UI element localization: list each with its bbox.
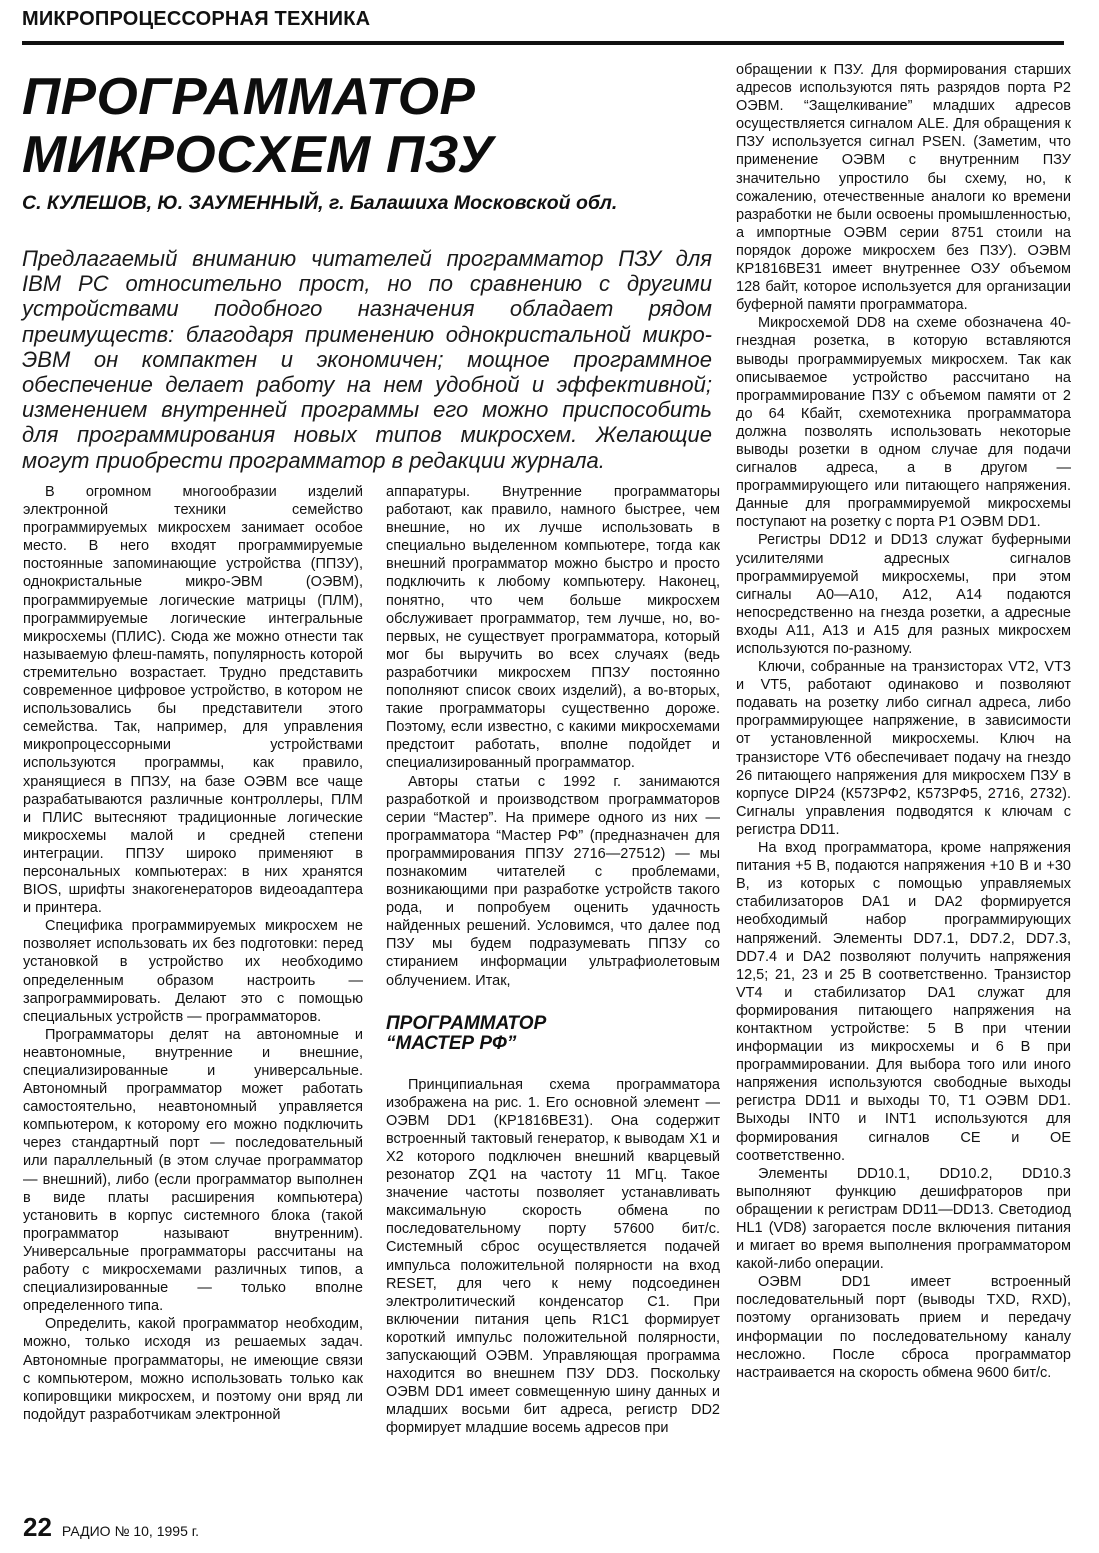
body-paragraph: обращении к ПЗУ. Для формирования старших адресов используются пять разрядов порта P2 ОЭВМ. “Защелкивание” младших адресов осуществляется сигналом ALE. Для обращения к ПЗУ используется сигнал PSEN. (Заметим, что применение ОЭВМ с внутренним ПЗУ значительно упростило бы схему, но, к сожалению, отечественные аналоги ко времени разработки не были освоены промышленностью, а импортные ОЭВМ серии 8751 стоили на порядок дороже микросхем без ПЗУ). ОЭВМ КР1816ВЕ31 имеет внутреннее ОЗУ объемом 128 байт, которое используется для организации буферной памяти программатора. bbox=[736, 62, 1071, 314]
body-paragraph: Программаторы делят на автономные и неавтономные, внутренние и внешние, специализированные и универсальные. Автономный программатор может работать самостоятельно, неавтономный управляется компьютером, к которому его можно подключить через стандартный порт — последовательный или параллельный (в этом случае программатор — внешний), либо (если программатор выполнен в виде платы расширения компьютера) установить в корпус системного блока (такой программатор называют внутренним). Универсальные программаторы рассчитаны на работу с микросхемами различных типов, а специализированные — только вполне определенного типа. bbox=[23, 1026, 363, 1315]
lead-paragraph: Предлагаемый вниманию читателей программатор ПЗУ для IBM PC относительно прост, но по сравнению с другими устройствами подобного назначения обладает рядом преимуществ: благодаря применению однокристальной микро-ЭВМ он компактен и экономичен; мощное программное обеспечение делает работу на нем удобной и эффективной; изменением внутренней программы его можно приспособить для программирования новых типов микросхем. Желающие могут приобрести программатор в редакции журнала. bbox=[22, 246, 712, 473]
title-line-2: МИКРОСХЕМ ПЗУ bbox=[22, 126, 494, 184]
body-paragraph: Регистры DD12 и DD13 служат буферными усилителями адресных сигналов программируемой микросхемы, при этом сигналы A0—A10, A12, A14 подаются непосредственно на гнезда розетки, а адресные входы A11, A13 и A15 для разных микросхем используются по-разному. bbox=[736, 532, 1071, 657]
body-paragraph: На вход программатора, кроме напряжения питания +5 В, подаются напряжения +10 В и +30 В, из которых с помощью управляемых стабилизаторов DA1 и DA2 формируется необходимый набор программирующих напряжений. Элементы DD7.1, DD7.2, DD7.3, DD7.4 и DA2 позволяют получить напряжения 12,5; 21, 23 и 25 В соответственно. Транзистор VT4 и стабилизатор DA1 служат для формирования питающего напряжения на контактном устройстве: 5 В при чтении информации из микросхемы и 6 В при программировании. Для выбора того или иного напряжения используются свободные выходы регистра DD11 и выходы T0, T1 ОЭВМ DD1. Выходы INT0 и INT1 используются для формирования сигналов CE и OE соответственно. bbox=[736, 840, 1071, 1164]
section-heading: МИКРОПРОЦЕССОРНАЯ ТЕХНИКА bbox=[22, 8, 371, 30]
body-paragraph: Микросхемой DD8 на схеме обозначена 40-гнездная розетка, в которую вставляются выводы программируемых микросхем. Так как описываемое устройство рассчитано на программирование ПЗУ с объемом памяти от 2 до 64 Кбайт, схемотехника программатора должна позволять использовать некоторые выводы розетки в одном случае для подачи сигналов адреса, а в другом — программирующего или питающего напряжения. Данные для программируемой микросхемы поступают на розетку с порта P1 ОЭВМ DD1. bbox=[736, 315, 1071, 531]
column-right bbox=[736, 61, 1071, 1382]
body-paragraph: Определить, какой программатор необходим, можно, только исходя из решаемых задач. Автономные программаторы, не имеющие связи с компьютером, можно использовать только как копировщики микросхем, и поэтому они вряд ли подойдут разработчикам электронной bbox=[23, 1316, 363, 1423]
body-paragraph: Ключи, собранные на транзисторах VT2, VT3 и VT5, работают одинаково и позволяют подавать на розетку либо сигнал адреса, либо программирующее напряжение, в зависимости от установленной микросхемы. Ключ на транзисторе VT6 обеспечивает подачу на гнездо 26 питающего напряжения для микросхем ПЗУ в корпусе DIP24 (К573РФ2, К573РФ5, 2716, 2732). Сигналы управления подводятся к ключам с регистра DD11. bbox=[736, 659, 1071, 838]
subheading bbox=[386, 1014, 720, 1054]
subheading-line-1: ПРОГРАММАТОР bbox=[386, 1012, 547, 1034]
column-left bbox=[23, 483, 363, 1424]
body-paragraph: Специфика программируемых микросхем не позволяет использовать их без подготовки: перед установкой в устройство их необходимо определенным образом настроить — запрограммировать. Делают это с помощью специальных устройств — программаторов. bbox=[23, 918, 363, 1025]
title-line-1: ПРОГРАММАТОР bbox=[22, 68, 476, 126]
article-authors: С. КУЛЕШОВ, Ю. ЗАУМЕННЫЙ, г. Балашиха Московской обл. bbox=[22, 192, 618, 214]
body-paragraph: ОЭВМ DD1 имеет встроенный последовательный порт (выводы TXD, RXD), поэтому организовать прием и передачу информации по последовательному каналу несложно. После сброса программатор настраивается на скорость обмена 9600 бит/с. bbox=[736, 1274, 1071, 1381]
journal-issue: РАДИО № 10, 1995 г. bbox=[61, 1523, 200, 1539]
body-paragraph: Элементы DD10.1, DD10.2, DD10.3 выполняют функцию дешифраторов при обращении к регистрам DD11—DD13. Светодиод HL1 (VD8) загорается после включения питания и мигает во время выполнения программатором какой-либо операции. bbox=[736, 1165, 1071, 1273]
column-middle bbox=[386, 483, 720, 1438]
article-title bbox=[22, 68, 494, 184]
body-paragraph: В огромном многообразии изделий электронной техники семейство программируемых микросхем занимает особое место. В него входят программируемые постоянные запоминающие устройства (ППЗУ), однокристальные микро-ЭВМ (ОЭВМ), программируемые логические матрицы (ПЛМ), программируемые логические интегральные микросхемы (ПЛИС). Сюда же можно отнести так называемую флеш-память, популярность которой стремительно возрастает. Трудно представить современное цифровое устройство, в котором не использовались бы представители этого семейства. Так, например, для управления микропроцессорными устройствами используются программы, как правило, хранящиеся в ППЗУ, на базе ОЭВМ все чаще разрабатываются различные контроллеры, ПЛМ и ПЛИС вытесняют традиционные логические микросхемы малой и средней степени интеграции. ППЗУ широко применяют в персональных компьютерах: в них хранятся BIOS, шрифты знакогенераторов видеоадаптера и принтера. bbox=[23, 484, 363, 917]
body-paragraph: Принципиальная схема программатора изображена на рис. 1. Его основной элемент — ОЭВМ DD1 (КР1816ВЕ31). Она содержит встроенный тактовый генератор, к выводам X1 и X2 которого подключен внешний кварцевый резонатор ZQ1 на частоту 11 МГц. Такое значение частоты позволяет устанавливать максимальную скорость обмена по последовательному порту 57600 бит/с. Системный сброс осуществляется подачей импульса положительной полярности на вход RESET, для чего к нему подсоединен электролитический конденсатор C1. При включении питания цепь R1C1 формирует короткий импульс положительной полярности, запускающий ОЭВМ. Управляющая программа находится во внешнем ПЗУ DD3. Поскольку ОЭВМ DD1 имеет совмещенную шину данных и младших восьми бит адреса, регистр DD2 формирует младшие восемь адресов при bbox=[386, 1076, 720, 1437]
page-number: 22 bbox=[23, 1512, 52, 1542]
header-rule bbox=[22, 41, 1064, 45]
body-paragraph: аппаратуры. Внутренние программаторы работают, как правило, намного быстрее, чем внешние, но их лучше использовать в специально выделенном компьютере, тогда как внешний программатор можно быстро и просто подключить к любому компьютеру. Наконец, понятно, что чем больше микросхем обслуживает программатор, тем лучше, но, во-первых, не существует программатора, который мог бы выручить во всех случаях (ведь разработчики микросхем ППЗУ постоянно пополняют список своих изделий), а во-вторых, такие программаторы существенно дороже. Поэтому, если известно, с какими микросхемами предстоит работать, вполне подойдет и специализированный программатор. bbox=[386, 484, 720, 772]
article-lead bbox=[22, 246, 712, 473]
page-footer bbox=[23, 1512, 199, 1543]
body-paragraph: Авторы статьи с 1992 г. занимаются разработкой и производством программаторов серии “Мастер”. На примере одного из них — программатора “Мастер РФ” (предназначен для программирования ППЗУ 2716—27512) — мы познакомим читателей с проблемами, возникающими при разработке устройств такого рода, и попробуем оценить удачность найденных решений. Условимся, что далее под ПЗУ мы будем подразумевать ППЗУ со стиранием информации ультрафиолетовым облучением. Итак, bbox=[386, 773, 720, 989]
subheading-line-2: “МАСТЕР РФ” bbox=[386, 1032, 517, 1054]
